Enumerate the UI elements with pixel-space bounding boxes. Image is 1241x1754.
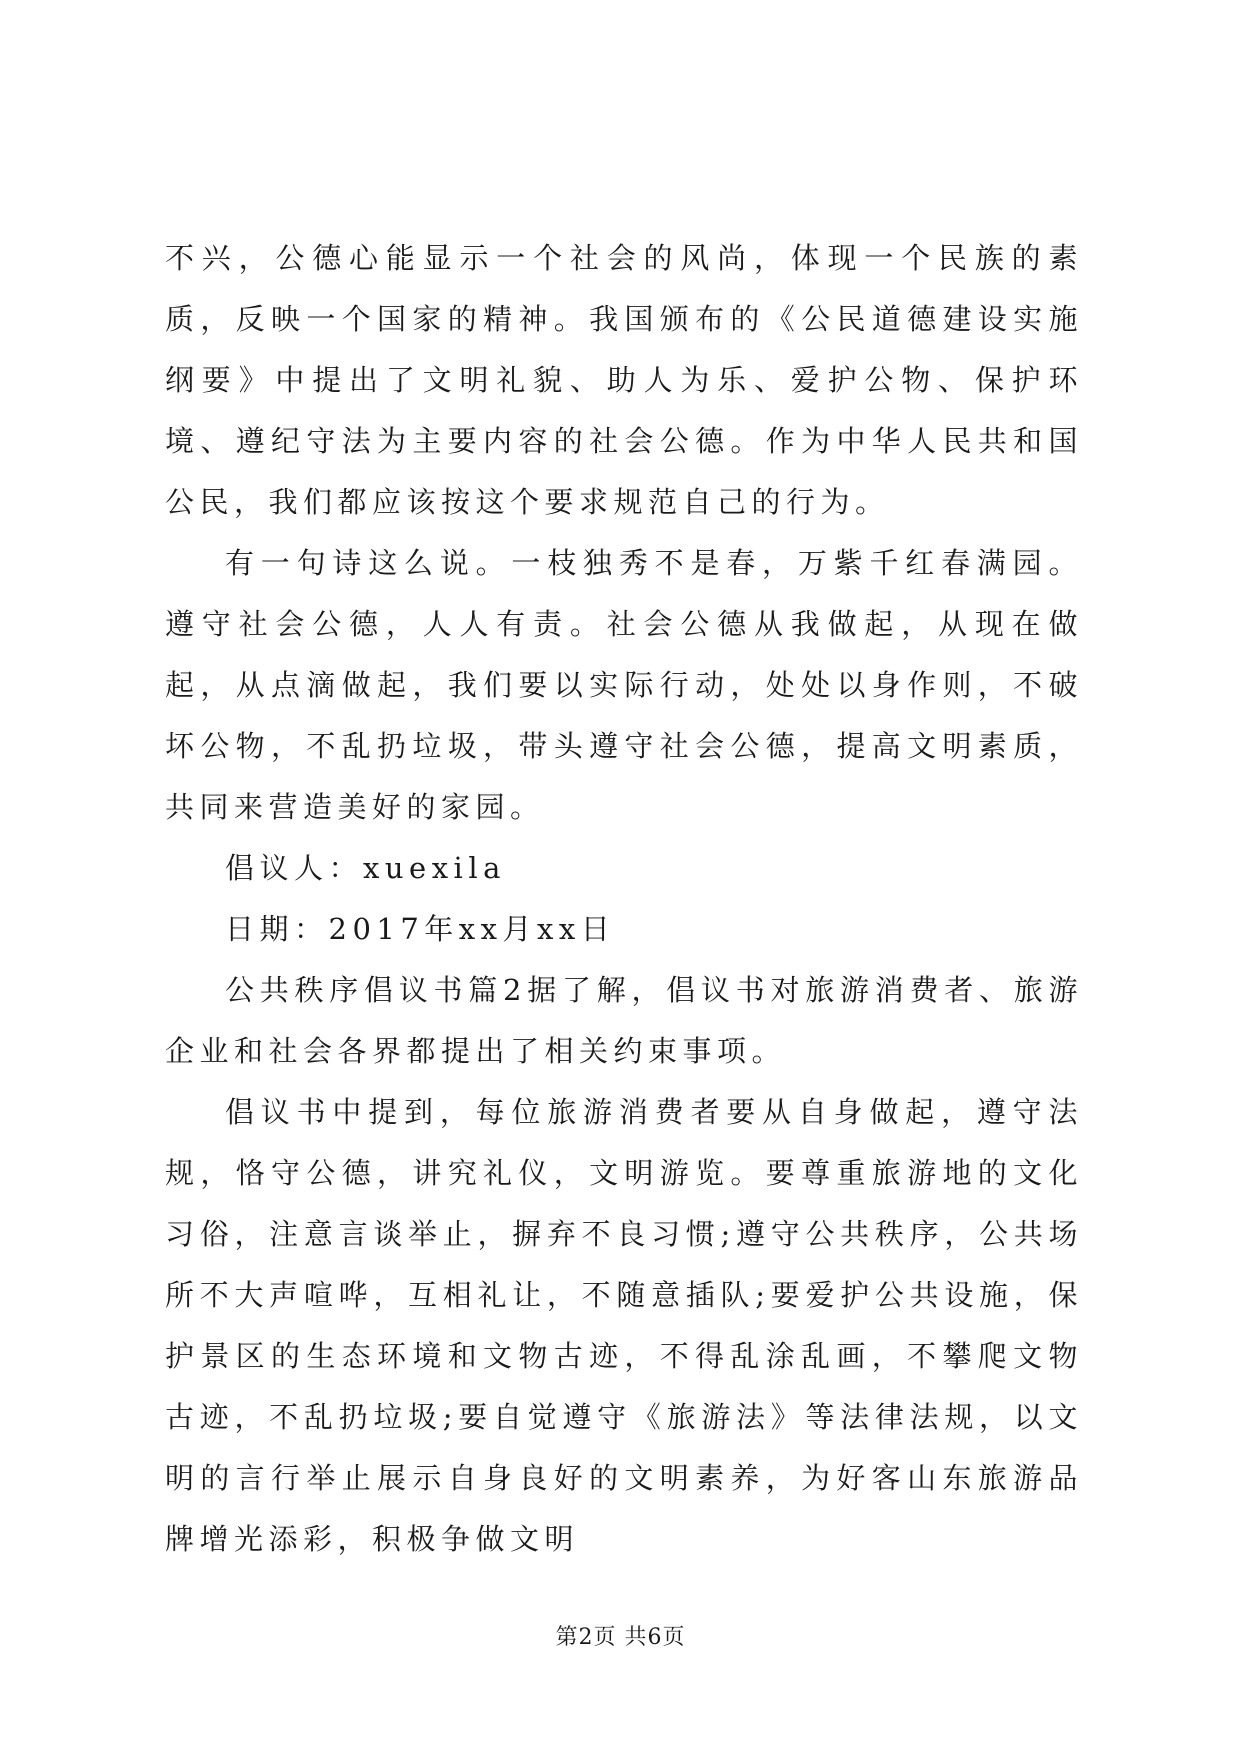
date-line: 日期：2017年xx月xx日	[225, 912, 616, 946]
paragraph: 有一句诗这么说。一枝独秀不是春，万紫千红春满园。遵守社会公德，人人有责。社会公德从我做起，从现在做起，从点滴做起，我们要以实际行动，处处以身作则，不破坏公物，不乱扔垃圾，带头遵守社会公德，提高文明素质，共同来营造美好的家园。	[165, 546, 1083, 824]
document-body	[165, 228, 1083, 1570]
signature-line: 倡议人：xuexila	[225, 851, 506, 885]
page-number-footer: 第2页 共6页	[555, 1625, 686, 1650]
paragraph: 倡议书中提到，每位旅游消费者要从自身做起，遵守法规，恪守公德，讲究礼仪，文明游览。要尊重旅游地的文化习俗，注意言谈举止，摒弃不良习惯;遵守公共秩序，公共场所不大声喧哗，互相礼让，不随意插队;要爱护公共设施，保护景区的生态环境和文物古迹，不得乱涂乱画，不攀爬文物古迹，不乱扔垃圾;要自觉遵守《旅游法》等法律法规，以文明的言行举止展示自身良好的文明素养，为好客山东旅游品牌增光添彩，积极争做文明	[165, 1095, 1083, 1556]
paragraph: 公共秩序倡议书篇2据了解，倡议书对旅游消费者、旅游企业和社会各界都提出了相关约束事项。	[165, 973, 1083, 1068]
paragraph: 不兴，公德心能显示一个社会的风尚，体现一个民族的素质，反映一个国家的精神。我国颁布的《公民道德建设实施纲要》中提出了文明礼貌、助人为乐、爱护公物、保护环境、遵纪守法为主要内容的社会公德。作为中华人民共和国公民，我们都应该按这个要求规范自己的行为。	[165, 241, 1083, 519]
